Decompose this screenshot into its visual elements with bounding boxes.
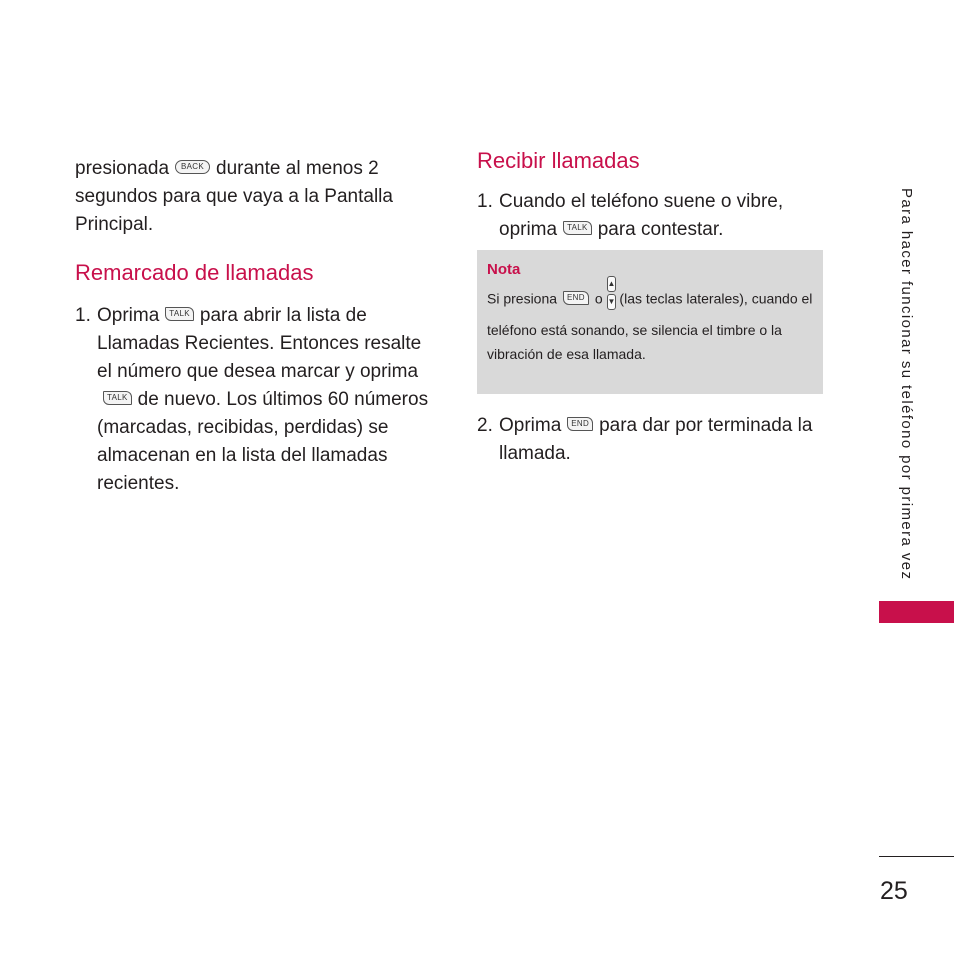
page-number: 25 [880,877,908,905]
recibir-list-item-1: 1. Cuando el teléfono suene o vibre, oprima TALK para contestar. [477,188,823,244]
footer-rule [879,856,954,857]
left-column [75,155,435,498]
recibir-heading: Recibir llamadas [477,148,640,173]
end-key-icon: END [563,291,589,305]
right-column [477,146,823,468]
note-title: Nota [487,261,521,278]
side-key-up-icon: ▲ [607,276,616,292]
list-number: 1. [75,305,91,326]
end-key-icon: END [567,417,593,431]
talk-key-icon: TALK [103,391,132,405]
intro-paragraph: presionada BACK durante al menos 2 segundos para que vaya a la Pantalla Principal. [75,158,393,235]
side-key-down-icon: ▼ [607,294,616,310]
side-keys-icon [607,278,616,314]
note-box [477,250,823,394]
back-key-icon: BACK [175,160,210,174]
note-text: Si presiona END o ▲ ▼ (las teclas laterales), cuando el teléfono está sonando, se silencia el timbre o la vibración de esa llamada. [487,282,813,366]
talk-key-icon: TALK [165,307,194,321]
section-title-vertical: Para hacer funcionar su teléfono por primera vez [898,188,915,581]
remarcado-heading: Remarcado de llamadas [75,260,314,285]
list-number: 2. [477,415,493,436]
list-number: 1. [477,191,493,212]
recibir-list-item-2: 2. Oprima END para dar por terminada la llamada. [477,412,823,468]
talk-key-icon: TALK [563,221,592,235]
remarcado-list-item: 1. Oprima TALK para abrir la lista de Llamadas Recientes. Entonces resalte el número que desea marcar y oprimaTALK de nuevo. Los últimos 60 números (marcadas, recibidas, perdidas) se almacenan en la lista del llamadas recientes. [75,302,435,498]
section-tab-marker [879,601,954,623]
